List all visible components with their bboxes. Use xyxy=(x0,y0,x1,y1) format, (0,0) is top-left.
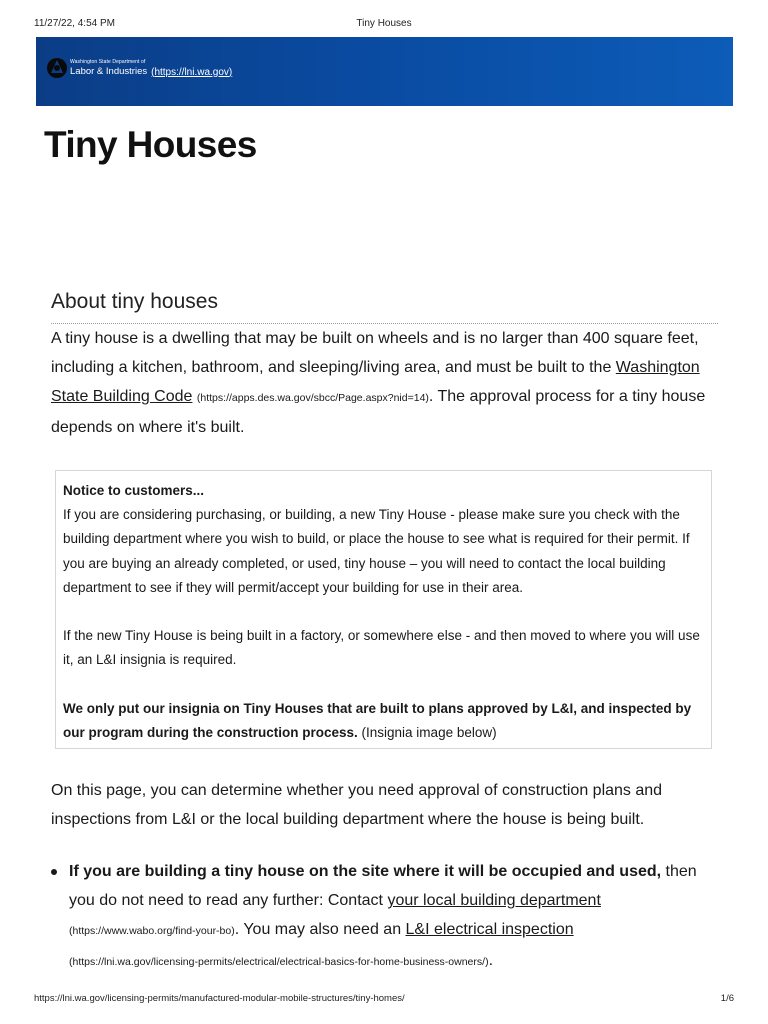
approval-paragraph: On this page, you can determine whether you need approval of construction plans and inspections from L&I or the local building department where the house is being built. xyxy=(51,782,663,828)
print-footer xyxy=(34,993,734,1004)
bullet-text-3: . xyxy=(488,952,494,969)
print-title: Tiny Houses xyxy=(356,18,412,29)
lni-logo[interactable] xyxy=(46,57,232,79)
logo-dept-line: Washington State Department of xyxy=(70,58,146,65)
lni-seal-icon xyxy=(46,57,68,79)
notice-paragraph-2: If the new Tiny House is being built in a factory, or somewhere else - and then moved to where you will use it, an L&I insignia is required. xyxy=(63,628,700,668)
home-link-url[interactable]: (https://lni.wa.gov) xyxy=(151,66,233,78)
intro-text-2: . The approval process for a tiny house depends on where it's built. xyxy=(51,388,706,436)
list-item xyxy=(51,857,726,977)
notice-box xyxy=(55,470,712,749)
site-banner xyxy=(36,37,733,106)
print-header xyxy=(34,18,734,32)
list-item-text xyxy=(69,857,726,977)
intro-paragraph xyxy=(51,324,726,442)
building-code-link[interactable]: Washington State Building Code xyxy=(51,359,700,405)
print-timestamp: 11/27/22, 4:54 PM xyxy=(34,18,115,29)
bullet-text-1: then you do not need to read any further: Contact xyxy=(69,863,697,909)
bullet-bold: If you are building a tiny house on the site where it will be occupied and used, xyxy=(69,863,662,880)
print-footer-url: https://lni.wa.gov/licensing-permits/manufactured-modular-mobile-structures/tiny-homes/ xyxy=(34,993,405,1004)
notice-insignia-bold: We only put our insignia on Tiny Houses that are built to plans approved by L&I, and inspected by our program during the construction process. xyxy=(63,700,692,740)
local-building-dept-url[interactable]: (https://www.wabo.org/find-your-bo) xyxy=(69,925,235,937)
intro-text-1: A tiny house is a dwelling that may be built on wheels and is no larger than 400 square feet, including a kitchen, bathroom, and sleeping/living area, and must be built to the xyxy=(51,330,699,376)
building-code-url[interactable]: (https://apps.des.wa.gov/sbcc/Page.aspx?nid=14) xyxy=(196,392,429,404)
page-title: Tiny Houses xyxy=(44,124,257,165)
notice-paragraph-1: If you are considering purchasing, or building, a new Tiny House - please make sure you check with the building department where you wish to build, or place the house to see what is required for their permit. If you are buying an already completed, or used, tiny house – you will need to contact the local building department to see if they will permit/accept your building for use in their area. xyxy=(63,507,690,595)
logo-agency-name: Labor & Industries xyxy=(70,65,148,77)
notice-heading: Notice to customers... xyxy=(63,483,205,498)
electrical-inspection-link[interactable]: L&I electrical inspection xyxy=(405,921,574,938)
page-number: 1/6 xyxy=(720,993,734,1004)
local-building-dept-link[interactable]: your local building department xyxy=(387,892,601,909)
section-title: About tiny houses xyxy=(51,290,218,313)
electrical-inspection-url[interactable]: (https://lni.wa.gov/licensing-permits/electrical/electrical-basics-for-home-business-owners/) xyxy=(69,956,489,968)
bullet-text-2: . You may also need an xyxy=(234,921,406,938)
notice-paragraph-3 xyxy=(63,697,704,745)
notice-insignia-note: (Insignia image below) xyxy=(357,725,497,740)
bullet-icon xyxy=(51,869,57,875)
logo-wordmark xyxy=(70,60,147,77)
